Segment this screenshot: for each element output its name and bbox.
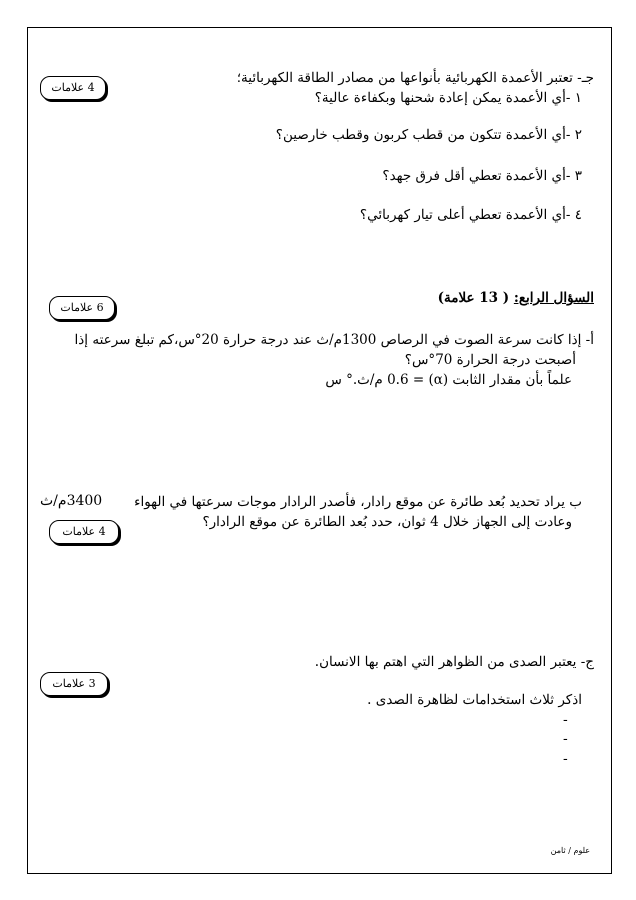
question-4c-line-2: اذكر ثلاث استخدامات لظاهرة الصدى . [367,692,582,708]
question-4b-line-2: وعادت إلى الجهاز خلال 4 ثوان، حدد بُعد الطائرة عن موقع الرادار؟ [202,514,572,530]
question-4-total-marks: ( 13 علامة) [437,290,510,306]
question-4-heading [438,288,594,308]
question-c-intro: جـ- تعتبر الأعمدة الكهربائية بأنواعها من مصادر الطاقة الكهربائية؛ [236,70,594,86]
question-4b-line-1: ب يراد تحديد بُعد طائرة عن موقع رادار، فأصدر الرادار موجات سرعتها في الهواء [134,494,582,510]
answer-dash-1: - [563,712,568,728]
answer-dash-2: - [563,731,568,747]
question-4-title: السؤال الرابع: [513,290,594,306]
marks-badge-q3c: 4 علامات [40,76,106,100]
question-c-item-1: ١ -أي الأعمدة يمكن إعادة شحنها وبكفاءة عالية؟ [314,90,582,106]
question-4c-line-1: ج- يعتبر الصدى من الظواهر التي اهتم بها الانسان. [314,654,594,670]
question-4a-line-2: أصبحت درجة الحرارة 70°س؟ [404,352,576,368]
page-border [27,27,612,874]
marks-badge-q4c: 3 علامات [40,672,108,696]
answer-dash-3: - [563,751,568,767]
question-4a-line-1: أ- إذا كانت سرعة الصوت في الرصاص 1300م/ث عند درجة حرارة 20°س،كم تبلغ سرعته إذا [74,332,594,348]
marks-badge-q4b: 4 علامات [49,520,119,544]
radar-wave-speed: 3400م/ث [40,493,103,509]
marks-badge-q4a: 6 علامات [49,296,115,320]
question-c-item-4: ٤ -أي الأعمدة تعطي أعلى تيار كهربائي؟ [359,207,582,223]
question-4a-line-3: علماً بأن مقدار الثابت (α) = 0.6 م/ث.° س [325,372,572,388]
question-c-item-3: ٣ -أي الأعمدة تعطي أقل فرق جهد؟ [382,168,582,184]
question-c-item-2: ٢ -أي الأعمدة تتكون من قطب كربون وقطب خارصين؟ [275,127,582,143]
page-footer: علوم / ثامن [550,846,590,855]
